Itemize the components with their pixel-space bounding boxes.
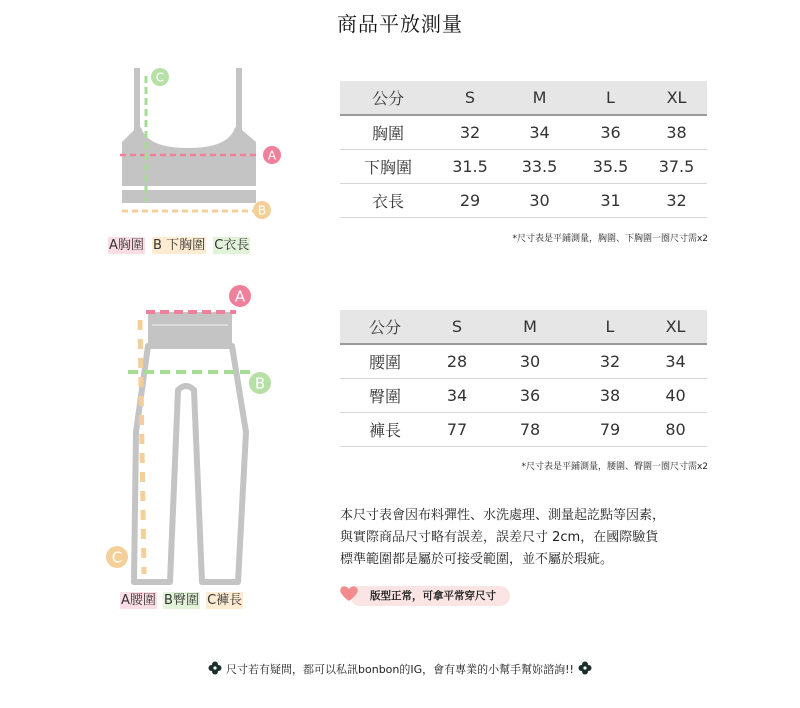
table-row [340,150,707,184]
table-header-cell: S [436,81,504,115]
table-row [340,184,707,218]
bottom-legend [120,589,243,608]
table-cell: 40 [644,379,707,413]
table-cell: 28 [430,344,484,379]
pants-diagram [96,282,286,592]
table-header-cell: XL [644,310,707,344]
table-cell: 38 [646,115,707,150]
table-cell: 29 [436,184,504,218]
table-cell: 38 [576,379,644,413]
table-cell: 30 [484,344,576,379]
table-cell: 31 [575,184,646,218]
fit-note-badge [350,586,510,606]
pants-marker-b-label: B [254,374,266,393]
table-header-cell: S [430,310,484,344]
table-cell: 36 [575,115,646,150]
bra-band [122,190,256,203]
table-header-cell: M [504,81,575,115]
flower-icon [578,661,592,675]
top-size-table [340,81,707,218]
bottom-legend-b: B臀圍 [164,593,199,608]
bra-marker-c-label: C [155,70,165,85]
table-cell: 36 [484,379,576,413]
bottom-legend-c: C褲長 [207,593,243,608]
top-legend-b: B 下胸圍 [153,238,206,253]
table-header-cell: 公分 [340,310,430,344]
page-title: 商品平放測量 [337,12,463,36]
footer-text: 尺寸若有疑問，都可以私訊bonbon的IG，會有專業的小幫手幫妳諮詢!! [226,663,574,676]
table-cell: 34 [504,115,575,150]
disclaimer-line: 與實際商品尺寸略有誤差，誤差尺寸 2cm，在國際驗貨 [340,530,659,545]
measurement-disclaimer [340,505,665,571]
pants-legs [134,346,246,582]
row-label: 臀圍 [340,379,430,413]
pants-marker-a-label: A [234,287,246,306]
table-header-row [340,310,707,344]
table-cell: 32 [646,184,707,218]
row-label: 褲長 [340,413,430,447]
table-cell: 32 [576,344,644,379]
table-cell: 31.5 [436,150,504,184]
bra-marker-b-label: B [257,203,267,218]
row-label: 衣長 [340,184,436,218]
table-cell: 34 [644,344,707,379]
table-cell: 79 [576,413,644,447]
pants-waistband [148,312,232,346]
table-header-cell: 公分 [340,81,436,115]
row-label: 胸圍 [340,115,436,150]
table-row [340,379,707,413]
top-legend [108,234,250,253]
table-cell: 37.5 [646,150,707,184]
table-cell: 78 [484,413,576,447]
table-header-cell: M [484,310,576,344]
table-row [340,115,707,150]
flower-icon [208,661,222,675]
disclaimer-line: 標準範圍都是屬於可接受範圍，並不屬於瑕疵。 [340,552,614,567]
table-cell: 34 [430,379,484,413]
footer-note [0,661,800,677]
row-label: 下胸圍 [340,150,436,184]
top-legend-a: A胸圍 [109,238,144,253]
top-legend-c: C衣長 [214,238,250,253]
pants-marker-c-label: C [111,548,123,567]
table-header-cell: L [576,310,644,344]
table-row [340,413,707,447]
fit-note-text: 版型正常，可拿平常穿尺寸 [370,590,496,602]
table-cell: 80 [644,413,707,447]
bottom-table-note: *尺寸表是平鋪測量，腰圍、臀圍一圈尺寸需x2 [521,462,708,472]
bra-marker-a-label: A [267,148,277,163]
bottom-legend-a: A腰圍 [121,593,156,608]
table-header-cell: XL [646,81,707,115]
bra-diagram [110,60,290,230]
table-cell: 33.5 [504,150,575,184]
table-cell: 30 [504,184,575,218]
table-row [340,344,707,379]
bottom-size-table [340,310,707,447]
heart-icon [338,582,360,604]
table-cell: 32 [436,115,504,150]
table-cell: 35.5 [575,150,646,184]
row-label: 腰圍 [340,344,430,379]
table-header-row [340,81,707,115]
disclaimer-line: 本尺寸表會因布料彈性、水洗處理、測量起訖點等因素， [340,508,666,523]
table-cell: 77 [430,413,484,447]
table-header-cell: L [575,81,646,115]
top-table-note: *尺寸表是平鋪測量，胸圍、下胸圍一圈尺寸需x2 [512,234,708,244]
